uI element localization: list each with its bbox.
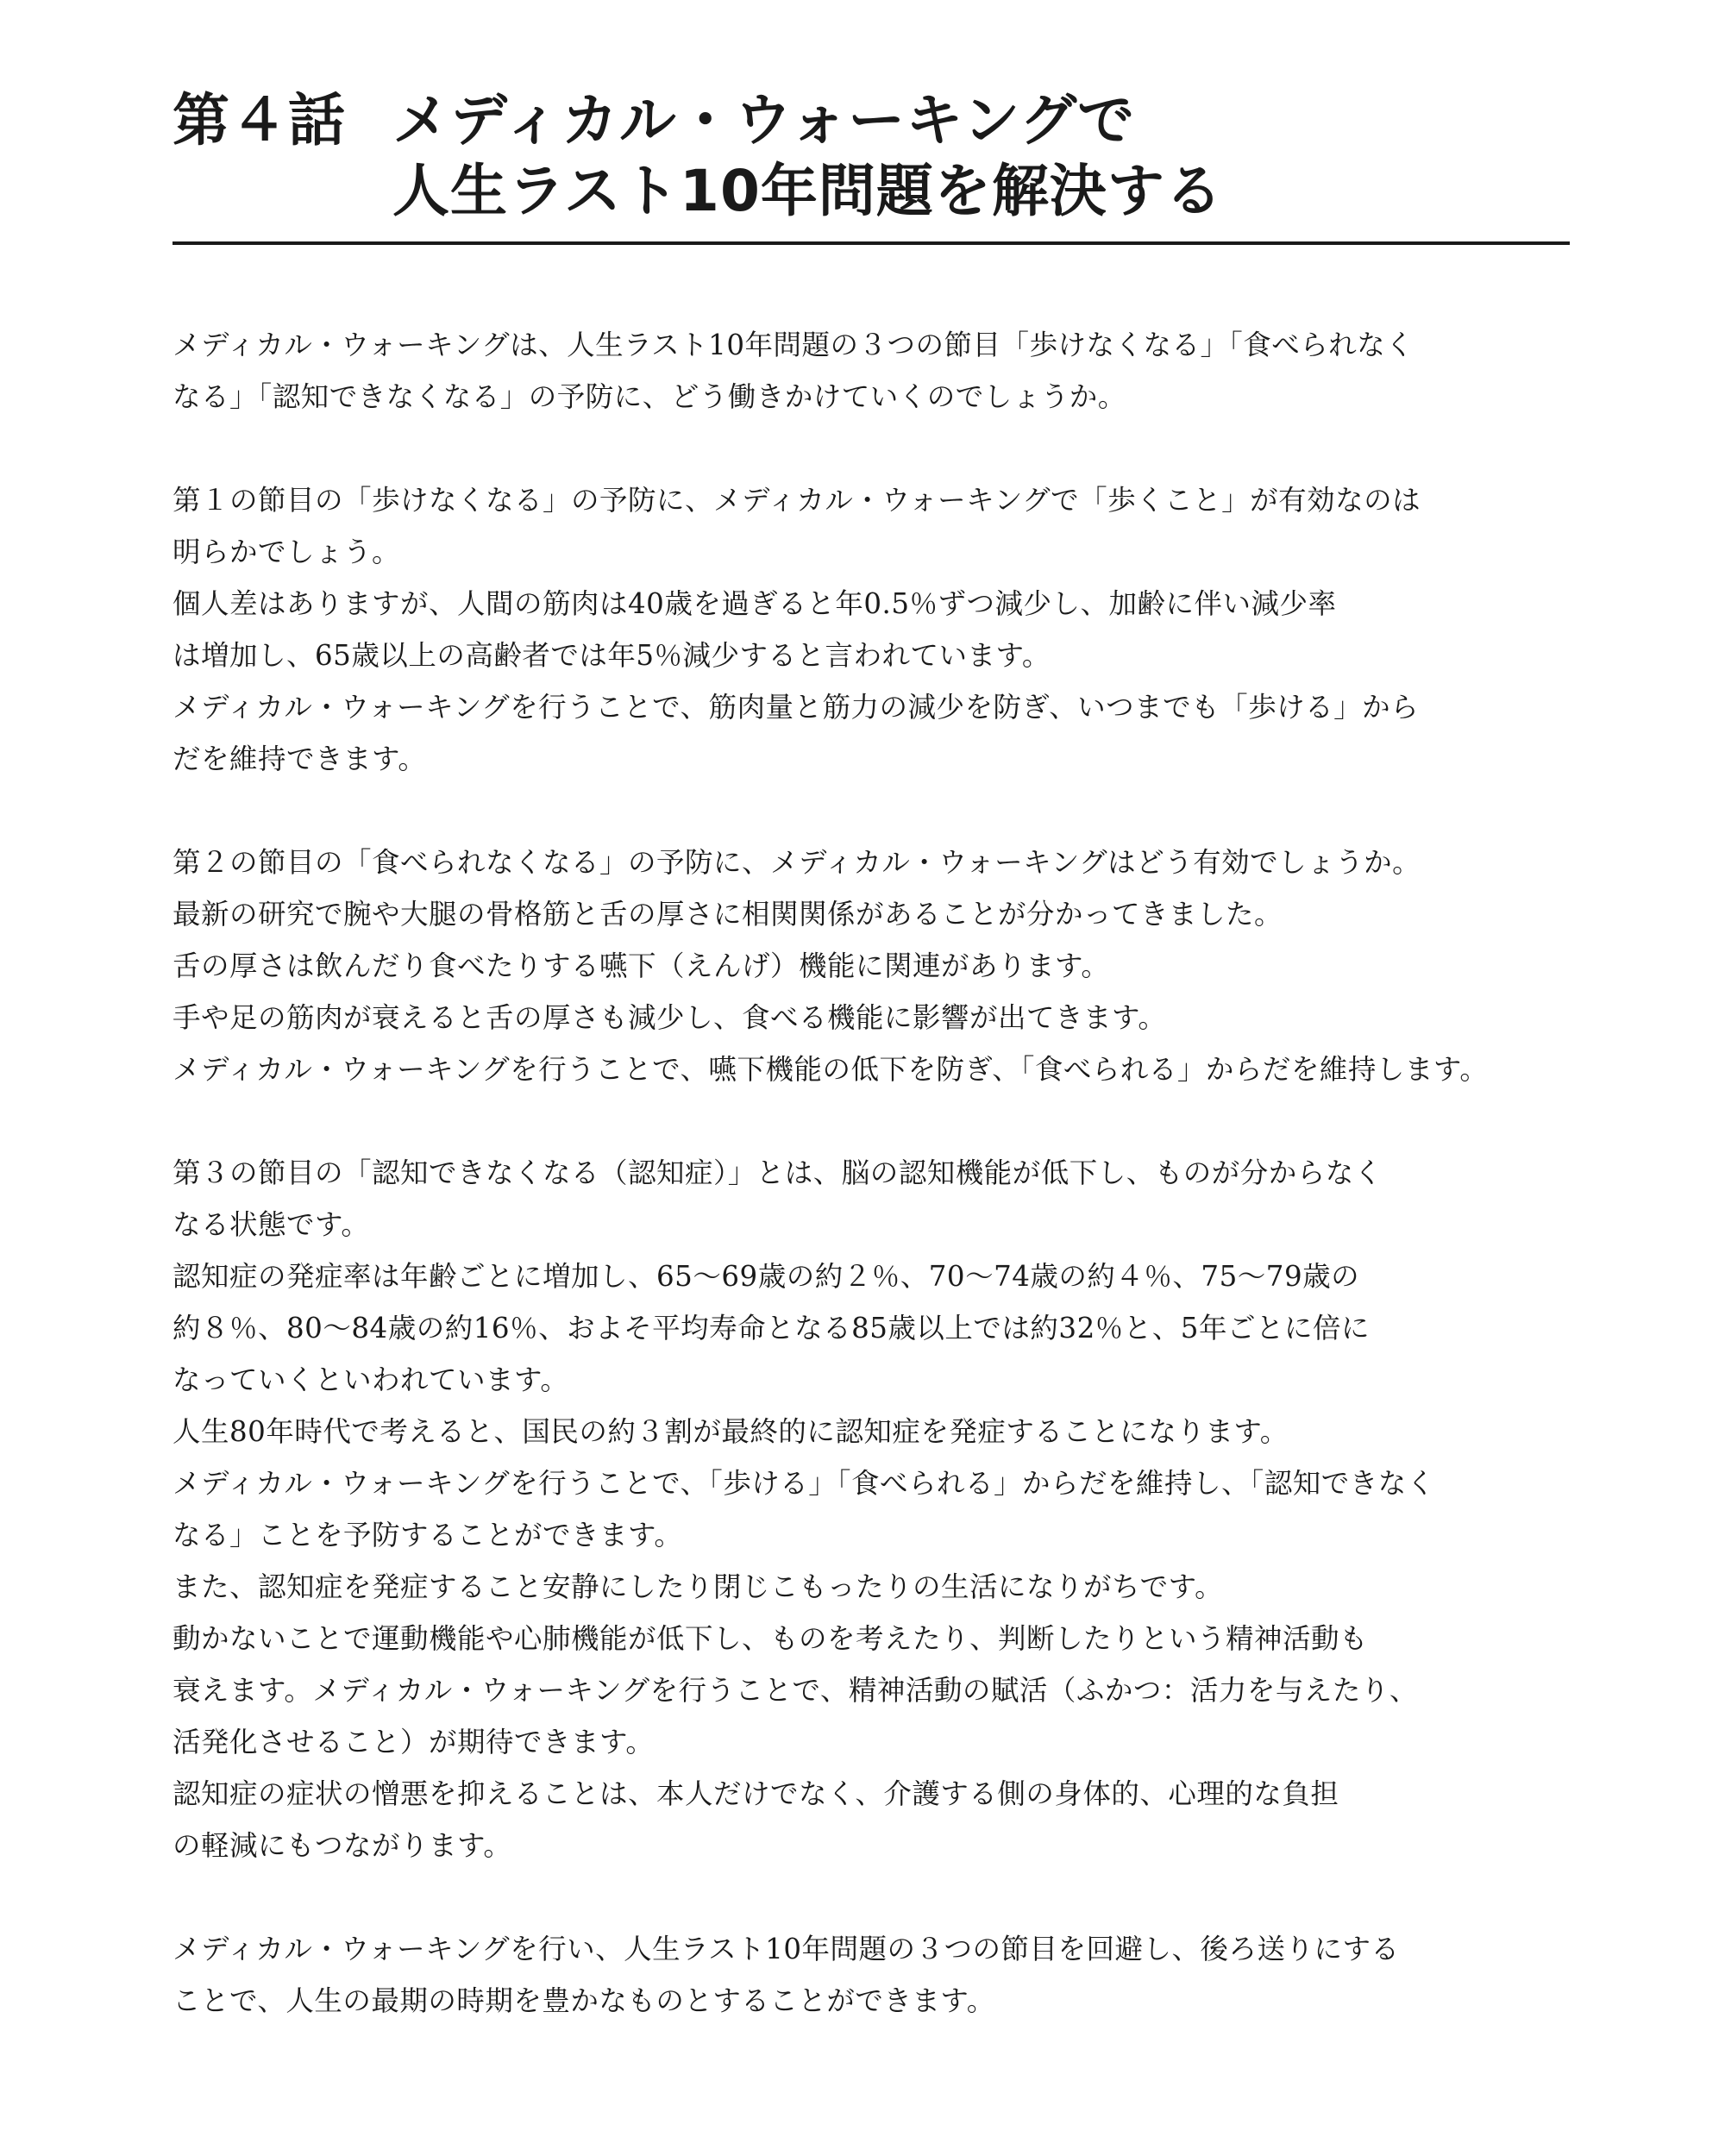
text-line: なる状態です。 (172, 1208, 370, 1241)
paragraph (172, 837, 1570, 1095)
text-line: 第３の節目の「認知できなくなる（認知症）」とは、脳の認知機能が低下し、ものが分からなく (172, 1156, 1383, 1189)
text-line: の軽減にもつながります。 (172, 1829, 512, 1862)
text-line: 第１の節目の「歩けなくなる」の予防に、メディカル・ウォーキングで「歩くこと」が有効なのは (172, 484, 1421, 517)
title-divider (172, 241, 1570, 245)
page (172, 86, 1570, 2017)
text-line: 約８％、80～84歳の約16％、およそ平均寿命となる85歳以上では約32％と、5年ごとに倍に (172, 1312, 1370, 1344)
text-line: 衰えます。メディカル・ウォーキングを行うことで、精神活動の賦活（ふかつ：活力を与えたり、 (172, 1674, 1418, 1707)
text-line: メディカル・ウォーキングを行うことで、「歩ける」「食べられる」からだを維持し、「認知できなく (172, 1467, 1435, 1500)
text-line: 認知症の症状の憎悪を抑えることは、本人だけでなく、介護する側の身体的、心理的な負担 (172, 1777, 1339, 1810)
text-line: メディカル・ウォーキングを行うことで、嚥下機能の低下を防ぎ、「食べられる」からだを維持します。 (172, 1053, 1489, 1086)
text-line: メディカル・ウォーキングを行うことで、筋肉量と筋力の減少を防ぎ、いつまでも「歩ける」から (172, 691, 1420, 724)
chapter-title-line-1: メディカル・ウォーキングで (392, 87, 1136, 154)
text-line: 手や足の筋肉が衰えると舌の厚さも減少し、食べる機能に影響が出てきます。 (172, 1001, 1167, 1034)
text-line: 舌の厚さは飲んだり食べたりする嚥下（えんげ）機能に関連があります。 (172, 950, 1110, 982)
text-line: また、認知症を発症すること安静にしたり閉じこもったりの生活になりがちです。 (172, 1570, 1224, 1603)
text-line: なる」「認知できなくなる」の予防に、どう働きかけていくのでしょうか。 (172, 380, 1126, 413)
text-line: なっていくといわれています。 (172, 1363, 569, 1396)
text-line: メディカル・ウォーキングは、人生ラスト10年問題の３つの節目「歩けなくなる」「食べられなく (172, 329, 1414, 361)
text-line: 人生80年時代で考えると、国民の約３割が最終的に認知症を発症することになります。 (172, 1415, 1289, 1448)
text-line: メディカル・ウォーキングを行い、人生ラスト10年問題の３つの節目を回避し、後ろ送りにする (172, 1933, 1400, 1965)
article-body (172, 319, 1570, 2027)
text-line: 最新の研究で腕や大腿の骨格筋と舌の厚さに相関関係があることが分かってきました。 (172, 898, 1283, 931)
text-line: 明らかでしょう。 (172, 536, 401, 568)
text-line: 活発化させること）が期待できます。 (172, 1726, 655, 1758)
paragraph (172, 1923, 1570, 2027)
text-line: 動かないことで運動機能や心肺機能が低下し、ものを考えたり、判断したりという精神活動も (172, 1622, 1369, 1655)
text-line: ことで、人生の最期の時期を豊かなものとすることができます。 (172, 1984, 995, 2017)
text-line: 個人差はありますが、人間の筋肉は40歳を過ぎると年0.5％ずつ減少し、加齢に伴い減少率 (172, 587, 1337, 620)
text-line: は増加し、65歳以上の高齢者では年5％減少すると言われています。 (172, 639, 1051, 672)
paragraph (172, 1147, 1570, 1871)
chapter-number: 第４話 (172, 87, 346, 154)
paragraph (172, 319, 1570, 423)
chapter-title-line-2: 人生ラスト10年問題を解決する (392, 158, 1223, 224)
text-line: 第２の節目の「食べられなくなる」の予防に、メディカル・ウォーキングはどう有効でしょうか。 (172, 846, 1421, 879)
text-line: だを維持できます。 (172, 743, 427, 775)
paragraph (172, 474, 1570, 785)
chapter-title (172, 86, 1570, 233)
text-line: なる」ことを予防することができます。 (172, 1519, 683, 1551)
text-line: 認知症の発症率は年齢ごとに増加し、65～69歳の約２％、70～74歳の約４％、75～79歳の (172, 1260, 1360, 1293)
